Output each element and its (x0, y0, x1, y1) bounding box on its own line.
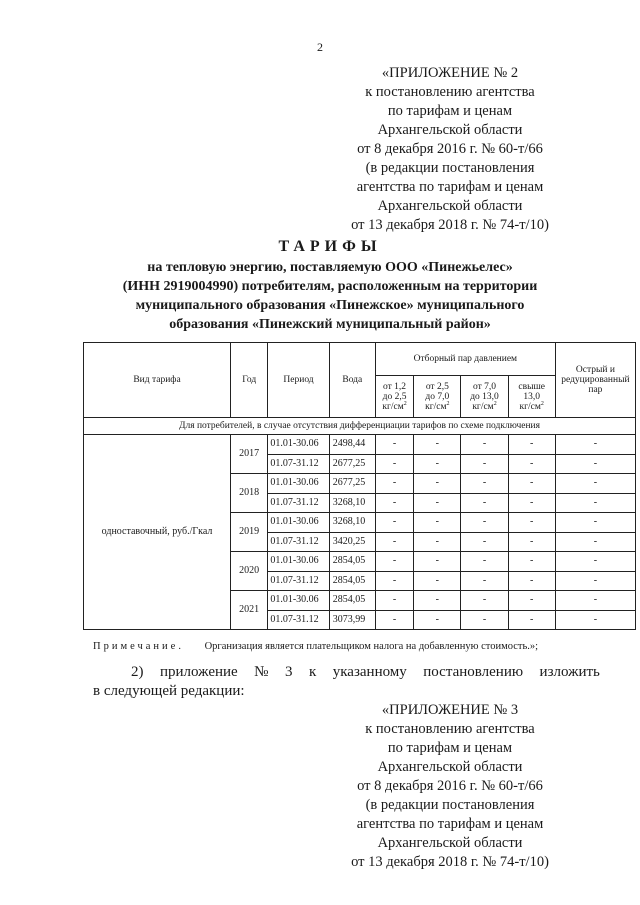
title-line: на тепловую энергию, поставляемую ООО «Пинежьелес» (147, 260, 513, 275)
period-cell: 01.01-30.06 (268, 591, 329, 611)
period-cell: 01.07-31.12 (268, 571, 329, 591)
water-cell: 2854,05 (329, 591, 375, 611)
dash-cell: - (555, 513, 635, 533)
dash-cell: - (461, 474, 508, 494)
appendix-line: (в редакции постановления (365, 160, 535, 176)
dash-cell: - (461, 610, 508, 630)
dash-cell: - (461, 591, 508, 611)
table-note (93, 641, 538, 652)
paragraph-word: изложить (539, 664, 600, 680)
dash-cell: - (508, 610, 555, 630)
header-steam-col: от 2,5 до 7,0 $кг/см^2$ (414, 376, 461, 418)
paragraph-word: приложение (159, 664, 238, 680)
header-water: Вода (329, 343, 375, 418)
appendix-line: от 8 декабря 2016 г. № 60-т/66 (357, 778, 543, 794)
dash-cell: - (461, 454, 508, 474)
dash-cell: - (375, 513, 413, 533)
year-cell: 2020 (231, 552, 268, 591)
dash-cell: - (508, 513, 555, 533)
dash-cell: - (414, 513, 461, 533)
dash-cell: - (555, 532, 635, 552)
dash-cell: - (555, 571, 635, 591)
dash-cell: - (375, 610, 413, 630)
paragraph-word: к (308, 664, 317, 680)
dash-cell: - (555, 610, 635, 630)
header-sharp-steam: Острый и редуцированный пар (555, 343, 635, 418)
dash-cell: - (508, 454, 555, 474)
dash-cell: - (414, 532, 461, 552)
dash-cell: - (414, 493, 461, 513)
dash-cell: - (375, 552, 413, 572)
dash-cell: - (555, 474, 635, 494)
header-tariff-type: Вид тарифа (84, 343, 231, 418)
water-cell: 3268,10 (329, 493, 375, 513)
title-line: муниципального образования «Пинежское» муниципального (135, 298, 525, 313)
period-cell: 01.07-31.12 (268, 532, 329, 552)
amendment-paragraph (93, 663, 600, 701)
dash-cell: - (375, 591, 413, 611)
appendix-line: к постановлению агентства (365, 721, 535, 737)
header-period: Период (268, 343, 329, 418)
water-cell: 2854,05 (329, 571, 375, 591)
dash-cell: - (555, 454, 635, 474)
dash-cell: - (414, 571, 461, 591)
water-cell: 2498,44 (329, 435, 375, 455)
year-cell: 2019 (231, 513, 268, 552)
dash-cell: - (375, 493, 413, 513)
dash-cell: - (508, 532, 555, 552)
dash-cell: - (555, 493, 635, 513)
appendix-line: по тарифам и ценам (387, 103, 513, 119)
paragraph-word: указанному (332, 664, 407, 680)
appendix-line: к постановлению агентства (365, 84, 535, 100)
period-cell: 01.01-30.06 (268, 474, 329, 494)
paragraph-word: № (254, 664, 269, 680)
title-line: образования «Пинежский муниципальный район» (169, 317, 491, 332)
tariff-type-cell: одноставочный, руб./Гкал (84, 435, 231, 630)
dash-cell: - (555, 552, 635, 572)
dash-cell: - (508, 435, 555, 455)
appendix-3-header (330, 701, 570, 872)
tariffs-title (60, 238, 600, 334)
dash-cell: - (461, 571, 508, 591)
dash-cell: - (414, 552, 461, 572)
dash-cell: - (414, 474, 461, 494)
water-cell: 2854,05 (329, 552, 375, 572)
page-number: 2 (317, 40, 323, 54)
header-year: Год (231, 343, 268, 418)
year-cell: 2021 (231, 591, 268, 630)
table-subheader: Для потребителей, в случае отсутствия дифференциации тарифов по схеме подключения (84, 418, 636, 435)
paragraph-word: 3 (284, 664, 293, 680)
appendix-line: от 13 декабря 2018 г. № 74-т/10) (351, 217, 549, 233)
appendix-line: агентства по тарифам и ценам (356, 816, 544, 832)
dash-cell: - (461, 532, 508, 552)
paragraph-word: постановлению (423, 664, 524, 680)
appendix-line: от 13 декабря 2018 г. № 74-т/10) (351, 854, 549, 870)
year-cell: 2017 (231, 435, 268, 474)
dash-cell: - (414, 610, 461, 630)
dash-cell: - (375, 474, 413, 494)
appendix-line: «ПРИЛОЖЕНИЕ № 3 (381, 702, 519, 718)
dash-cell: - (375, 435, 413, 455)
appendix-line: агентства по тарифам и ценам (356, 179, 544, 195)
title-main: ТАРИФЫ (278, 238, 382, 255)
tariff-table (83, 342, 636, 630)
header-steam-col: от 1,2 до 2,5 $кг/см^2$ (375, 376, 413, 418)
dash-cell: - (508, 474, 555, 494)
appendix-line: Архангельской области (377, 835, 523, 851)
water-cell: 3420,25 (329, 532, 375, 552)
dash-cell: - (461, 513, 508, 533)
appendix-line: по тарифам и ценам (387, 740, 513, 756)
year-cell: 2018 (231, 474, 268, 513)
header-steam-group: Отборный пар давлением (375, 343, 555, 376)
header-steam-col: от 7,0 до 13,0 $кг/см^2$ (461, 376, 508, 418)
dash-cell: - (375, 454, 413, 474)
dash-cell: - (414, 591, 461, 611)
dash-cell: - (508, 571, 555, 591)
header-steam-col: свыше 13,0 $кг/см^2$ (508, 376, 555, 418)
period-cell: 01.07-31.12 (268, 610, 329, 630)
appendix-line: от 8 декабря 2016 г. № 60-т/66 (357, 141, 543, 157)
dash-cell: - (414, 435, 461, 455)
dash-cell: - (508, 591, 555, 611)
paragraph-line-1 (93, 663, 600, 682)
dash-cell: - (461, 435, 508, 455)
table-row (84, 435, 636, 455)
dash-cell: - (414, 454, 461, 474)
dash-cell: - (461, 493, 508, 513)
note-text: Организация является плательщиком налога на добавленную стоимость.»; (204, 641, 539, 652)
dash-cell: - (508, 493, 555, 513)
dash-cell: - (508, 552, 555, 572)
water-cell: 2677,25 (329, 474, 375, 494)
title-line: (ИНН 2919004990) потребителям, расположенным на территории (122, 279, 538, 294)
water-cell: 3073,99 (329, 610, 375, 630)
appendix-line: (в редакции постановления (365, 797, 535, 813)
period-cell: 01.01-30.06 (268, 552, 329, 572)
dash-cell: - (461, 552, 508, 572)
appendix-line: Архангельской области (377, 122, 523, 138)
dash-cell: - (555, 591, 635, 611)
period-cell: 01.01-30.06 (268, 513, 329, 533)
note-label: Примечание. (93, 641, 184, 652)
appendix-line: Архангельской области (377, 198, 523, 214)
appendix-line: Архангельской области (377, 759, 523, 775)
dash-cell: - (375, 532, 413, 552)
period-cell: 01.01-30.06 (268, 435, 329, 455)
period-cell: 01.07-31.12 (268, 493, 329, 513)
water-cell: 3268,10 (329, 513, 375, 533)
dash-cell: - (555, 435, 635, 455)
appendix-2-header (330, 64, 570, 235)
dash-cell: - (375, 571, 413, 591)
water-cell: 2677,25 (329, 454, 375, 474)
paragraph-line-2: в следующей редакции: (93, 683, 245, 699)
period-cell: 01.07-31.12 (268, 454, 329, 474)
paragraph-word: 2) (131, 664, 144, 680)
appendix-line: «ПРИЛОЖЕНИЕ № 2 (381, 65, 519, 81)
